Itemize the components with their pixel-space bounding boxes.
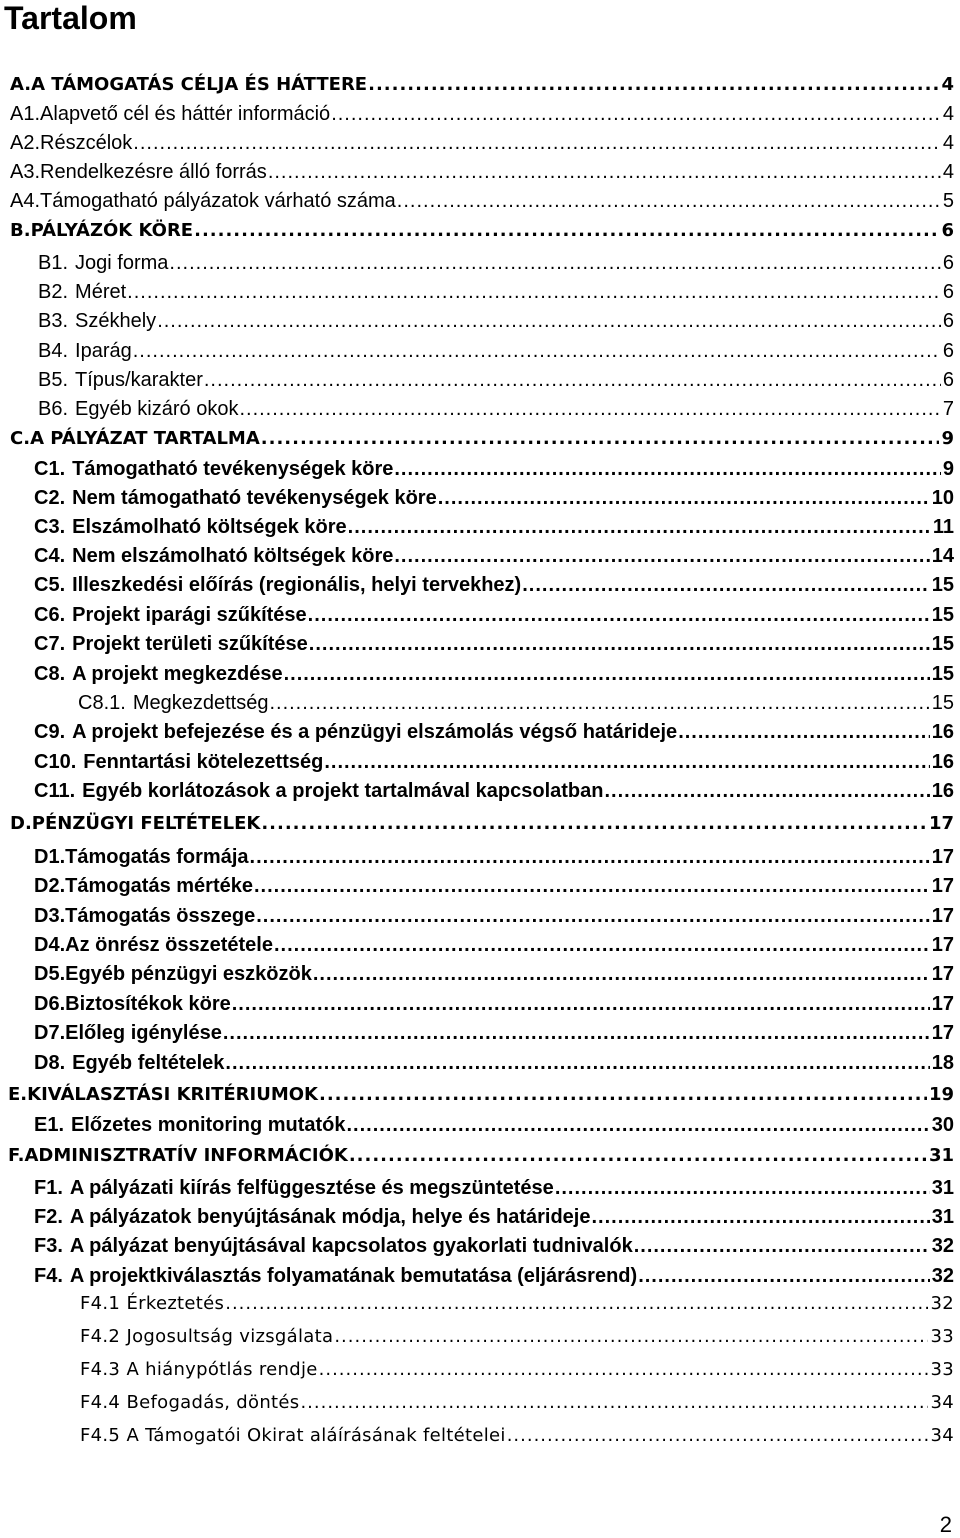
toc-entry-number: C11. [34, 780, 76, 802]
toc-leader-dots [254, 875, 930, 898]
toc-entry-label: A projektkiválasztás folyamatának bemutatása (eljárásrend) [69, 1265, 638, 1287]
toc-entry-number: F4.2 [80, 1326, 121, 1347]
toc-entry-number: D6. [34, 993, 66, 1015]
toc-entry-page: 17 [931, 963, 954, 985]
toc-entry-number: C3. [34, 516, 66, 538]
toc-entry-page: 4 [942, 161, 954, 183]
toc-entry[interactable] [0, 1206, 960, 1229]
toc-entry[interactable] [0, 545, 960, 568]
toc-entry[interactable] [0, 934, 960, 957]
toc-entry-page: 15 [931, 633, 954, 655]
toc-leader-dots [269, 692, 929, 715]
toc-leader-dots [319, 1359, 929, 1380]
toc-entry-label: Előleg igénylése [65, 1022, 222, 1044]
toc-entry-page: 19 [928, 1084, 954, 1105]
toc-leader-dots [127, 281, 941, 304]
toc-entry-label: Egyéb feltételek [72, 1052, 225, 1074]
toc-entry-number: D2. [34, 875, 66, 897]
toc-entry-number: E. [8, 1084, 28, 1105]
toc-leader-dots [394, 545, 929, 568]
toc-leader-dots [274, 934, 930, 957]
toc-entry[interactable] [0, 574, 960, 597]
toc-entry[interactable] [0, 905, 960, 928]
toc-entry-page: 34 [930, 1425, 954, 1446]
toc-entry[interactable] [0, 1114, 960, 1137]
toc-leader-dots [334, 1326, 928, 1347]
toc-leader-dots [638, 1265, 930, 1288]
toc-entry[interactable] [0, 516, 960, 539]
toc-entry-page: 6 [942, 369, 954, 391]
toc-entry-page: 9 [942, 458, 954, 480]
toc-leader-dots [324, 751, 929, 774]
toc-entry-page: 10 [931, 487, 954, 509]
toc-entry-page: 17 [931, 846, 954, 868]
toc-entry-page: 14 [931, 545, 954, 567]
toc-entry[interactable] [0, 813, 960, 834]
toc-entry-label: A pályázat benyújtásával kapcsolatos gyakorlati tudnivalók [69, 1235, 633, 1257]
toc-leader-dots [250, 846, 930, 869]
toc-leader-dots [349, 1145, 927, 1166]
toc-entry[interactable] [0, 369, 960, 392]
toc-entry-label: A pályázatok benyújtásának módja, helye és határideje [69, 1206, 591, 1228]
toc-entry-number: D7. [34, 1022, 66, 1044]
toc-entry-label: Támogatás összege [65, 905, 256, 927]
toc-entry-page: 11 [932, 516, 954, 538]
toc-leader-dots [331, 103, 941, 126]
toc-entry-page: 15 [931, 574, 954, 596]
toc-entry-page: 7 [942, 398, 954, 420]
toc-entry[interactable] [0, 780, 960, 803]
toc-entry-label: Jogosultság vizsgálata [126, 1326, 334, 1347]
toc-entry-label: Biztosítékok köre [65, 993, 231, 1015]
toc-leader-dots [634, 1235, 930, 1258]
toc-entry-number: A2. [10, 132, 41, 154]
toc-entry-label: Támogatás formája [65, 846, 249, 868]
toc-leader-dots [507, 1425, 929, 1446]
toc-entry[interactable] [0, 1145, 960, 1166]
toc-entry-number: B1. [38, 252, 69, 274]
toc-entry[interactable] [0, 310, 960, 333]
toc-leader-dots [591, 1206, 929, 1229]
toc-entry-page: 15 [931, 604, 954, 626]
toc-entry[interactable] [0, 1084, 960, 1105]
toc-leader-dots [204, 369, 941, 392]
toc-entry[interactable] [0, 963, 960, 986]
toc-entry[interactable] [0, 1359, 960, 1380]
toc-entry-label: Típus/karakter [75, 369, 203, 391]
toc-entry-page: 6 [941, 220, 954, 241]
toc-entry-number: C7. [34, 633, 66, 655]
toc-entry-label: A Támogatói Okirat aláírásának feltételei [126, 1425, 506, 1446]
toc-leader-dots [522, 574, 930, 597]
toc-leader-dots [268, 161, 941, 184]
toc-entry-label: Támogatható pályázatok várható száma [40, 190, 396, 212]
toc-entry-number: D5. [34, 963, 66, 985]
toc-entry-number: F4. [34, 1265, 63, 1287]
toc-entry-label: Támogatás mértéke [65, 875, 253, 897]
toc-entry-label: Érkeztetés [126, 1293, 225, 1314]
toc-leader-dots [397, 190, 941, 213]
toc-entry-number: F4.3 [80, 1359, 121, 1380]
toc-entry-label: A projekt befejezése és a pénzügyi elszámolás végső határideje [72, 721, 678, 743]
toc-entry-page: 31 [928, 1145, 954, 1166]
toc-leader-dots [169, 252, 940, 275]
toc-leader-dots [225, 1052, 929, 1075]
toc-entry[interactable] [0, 1235, 960, 1258]
toc-entry[interactable] [0, 161, 960, 184]
toc-entry-number: F4.1 [80, 1293, 121, 1314]
toc-leader-dots [300, 1392, 928, 1413]
toc-entry-page: 6 [942, 310, 954, 332]
toc-entry-page: 4 [942, 103, 954, 125]
toc-entry-number: A3. [10, 161, 41, 183]
toc-entry-label: PÁLYÁZÓK KÖRE [30, 220, 194, 241]
toc-entry-label: Egyéb pénzügyi eszközök [65, 963, 312, 985]
toc-entry-label: Befogadás, döntés [126, 1392, 300, 1413]
toc-entry[interactable] [0, 993, 960, 1016]
toc-entry[interactable] [0, 190, 960, 213]
toc-entry[interactable] [0, 721, 960, 744]
toc-entry-number: D8. [34, 1052, 66, 1074]
toc-entry[interactable] [0, 340, 960, 363]
toc-entry-page: 6 [942, 281, 954, 303]
page-number: 2 [939, 1512, 952, 1537]
toc-entry-number: B2. [38, 281, 69, 303]
toc-entry[interactable] [0, 1326, 960, 1347]
toc-entry-number: F4.4 [80, 1392, 121, 1413]
toc-entry-page: 32 [931, 1265, 954, 1287]
toc-entry-label: A TÁMOGATÁS CÉLJA ÉS HÁTTERE [31, 74, 368, 95]
toc-entry-page: 17 [931, 934, 954, 956]
toc-entry-label: Egyéb korlátozások a projekt tartalmával kapcsolatban [82, 780, 604, 802]
toc-entry-page: 32 [930, 1293, 954, 1314]
toc-entry[interactable] [0, 846, 960, 869]
toc-entry-number: F. [8, 1145, 25, 1166]
toc-entry-label: Támogatható tevékenységek köre [72, 458, 394, 480]
toc-leader-dots [678, 721, 930, 744]
toc-entry-page: 31 [931, 1206, 954, 1228]
toc-entry-label: Székhely [75, 310, 157, 332]
toc-entry-label: Megkezdettség [132, 692, 269, 714]
toc-entry[interactable] [0, 487, 960, 510]
toc-entry[interactable] [0, 1022, 960, 1045]
toc-entry-label: Alapvető cél és háttér információ [40, 103, 331, 125]
toc-entry-label: Illeszkedési előírás (regionális, helyi tervekhez) [72, 574, 522, 596]
toc-entry-number: C1. [34, 458, 66, 480]
toc-entry[interactable] [0, 74, 960, 95]
toc-entry-number: A1. [10, 103, 41, 125]
toc-leader-dots [194, 220, 939, 241]
toc-leader-dots [284, 663, 930, 686]
toc-entry[interactable] [0, 1392, 960, 1413]
toc-entry[interactable] [0, 633, 960, 656]
toc-entry-label: Az önrész összetétele [65, 934, 273, 956]
toc-entry[interactable] [0, 663, 960, 686]
toc-entry-page: 4 [941, 74, 954, 95]
toc-entry-number: F1. [34, 1177, 63, 1199]
toc-leader-dots [319, 1084, 927, 1105]
toc-leader-dots [394, 458, 941, 481]
toc-entry-number: D. [10, 813, 32, 834]
toc-entry[interactable] [0, 281, 960, 304]
toc-entry-label: Előzetes monitoring mutatók [71, 1114, 346, 1136]
toc-entry[interactable] [0, 428, 960, 449]
toc-entry-page: 15 [931, 692, 954, 714]
toc-entry-label: Egyéb kizáró okok [75, 398, 239, 420]
toc-entry-label: Projekt területi szűkítése [72, 633, 308, 655]
toc-entry-label: Elszámolható költségek köre [72, 516, 347, 538]
toc-entry-number: B3. [38, 310, 69, 332]
toc-entry[interactable] [0, 220, 960, 241]
toc-entry[interactable] [0, 875, 960, 898]
toc-entry-label: PÉNZÜGYI FELTÉTELEK [31, 813, 261, 834]
toc-entry-page: 17 [931, 905, 954, 927]
page-title: Tartalom [4, 0, 137, 36]
toc-entry-number: C2. [34, 487, 66, 509]
toc-entry-label: Projekt iparági szűkítése [72, 604, 307, 626]
toc-entry[interactable] [0, 604, 960, 627]
toc-leader-dots [225, 1293, 928, 1314]
toc-entry-number: C9. [34, 721, 66, 743]
toc-entry-label: Méret [75, 281, 127, 303]
toc-entry[interactable] [0, 1177, 960, 1200]
toc-entry-page: 17 [931, 1022, 954, 1044]
toc-leader-dots [256, 905, 930, 928]
toc-entry-number: C5. [34, 574, 66, 596]
toc-entry-number: D3. [34, 905, 66, 927]
toc-entry-number: C. [10, 428, 31, 449]
toc-entry-page: 31 [931, 1177, 954, 1199]
toc-leader-dots [261, 813, 927, 834]
toc-leader-dots [239, 398, 940, 421]
toc-entry-page: 33 [930, 1359, 954, 1380]
toc-entry[interactable] [0, 1052, 960, 1075]
toc-entry-page: 16 [931, 721, 954, 743]
toc-leader-dots [223, 1022, 930, 1045]
toc-entry-number: B. [10, 220, 31, 241]
toc-entry-label: A pályázati kiírás felfüggesztése és megszüntetése [69, 1177, 554, 1199]
toc-entry-label: Rendelkezésre álló forrás [40, 161, 267, 183]
toc-entry-page: 16 [931, 780, 954, 802]
toc-entry-label: Nem elszámolható költségek köre [72, 545, 394, 567]
toc-entry[interactable] [0, 1425, 960, 1446]
toc-leader-dots [313, 963, 930, 986]
toc-entry-page: 5 [942, 190, 954, 212]
toc-leader-dots [438, 487, 930, 510]
toc-entry-page: 32 [931, 1235, 954, 1257]
toc-entry[interactable] [0, 252, 960, 275]
toc-entry-page: 17 [931, 993, 954, 1015]
toc-entry-number: A4. [10, 190, 41, 212]
toc-leader-dots [261, 428, 940, 449]
toc-entry-label: Részcélok [40, 132, 133, 154]
toc-entry-label: Fenntartási kötelezettség [83, 751, 324, 773]
toc-entry-number: C8.1. [78, 692, 126, 714]
toc-entry-number: E1. [34, 1114, 65, 1136]
toc-entry-page: 6 [942, 340, 954, 362]
toc-leader-dots [133, 340, 941, 363]
toc-entry-label: A PÁLYÁZAT TARTALMA [30, 428, 260, 449]
toc-entry-number: C8. [34, 663, 66, 685]
toc-entry-page: 30 [931, 1114, 954, 1136]
toc-entry-label: Nem támogatható tevékenységek köre [72, 487, 437, 509]
toc-leader-dots [555, 1177, 930, 1200]
toc-entry[interactable] [0, 751, 960, 774]
toc-entry-page: 34 [930, 1392, 954, 1413]
toc-entry-label: A hiánypótlás rendje [126, 1359, 318, 1380]
toc-entry-page: 33 [930, 1326, 954, 1347]
toc-entry-page: 18 [931, 1052, 954, 1074]
toc-entry-number: B4. [38, 340, 69, 362]
toc-entry-page: 6 [942, 252, 954, 274]
toc-entry-number: C6. [34, 604, 66, 626]
toc-entry[interactable] [0, 692, 960, 715]
toc-entry-label: ADMINISZTRATÍV INFORMÁCIÓK [24, 1145, 348, 1166]
toc-entry[interactable] [0, 1265, 960, 1288]
toc-leader-dots [308, 604, 930, 627]
toc-entry-page: 16 [931, 751, 954, 773]
toc-entry[interactable] [0, 458, 960, 481]
toc-entry-number: F4.5 [80, 1425, 121, 1446]
toc-entry[interactable] [0, 103, 960, 126]
toc-entry-page: 17 [931, 875, 954, 897]
toc-entry-page: 4 [942, 132, 954, 154]
toc-entry-label: KIVÁLASZTÁSI KRITÉRIUMOK [27, 1084, 318, 1105]
toc-leader-dots [309, 633, 930, 656]
toc-entry[interactable] [0, 1293, 960, 1314]
toc-entry-number: A. [10, 74, 32, 95]
toc-entry-label: Jogi forma [75, 252, 169, 274]
toc-leader-dots [232, 993, 930, 1016]
toc-entry[interactable] [0, 398, 960, 421]
toc-entry-number: B5. [38, 369, 69, 391]
toc-entry-number: D4. [34, 934, 66, 956]
toc-entry-number: D1. [34, 846, 66, 868]
toc-leader-dots [348, 516, 931, 539]
toc-entry-number: B6. [38, 398, 69, 420]
toc-leader-dots [157, 310, 941, 333]
toc-entry[interactable] [0, 132, 960, 155]
toc-entry-page: 15 [931, 663, 954, 685]
toc-leader-dots [133, 132, 941, 155]
toc-entry-label: A projekt megkezdése [72, 663, 283, 685]
toc-entry-number: F2. [34, 1206, 63, 1228]
toc-leader-dots [347, 1114, 930, 1137]
toc-leader-dots [368, 74, 939, 95]
toc-entry-page: 17 [928, 813, 954, 834]
toc-entry-label: Iparág [75, 340, 132, 362]
toc-entry-page: 9 [941, 428, 954, 449]
toc-entry-number: F3. [34, 1235, 63, 1257]
toc-entry-number: C10. [34, 751, 77, 773]
toc-entry-number: C4. [34, 545, 66, 567]
toc-leader-dots [604, 780, 929, 803]
